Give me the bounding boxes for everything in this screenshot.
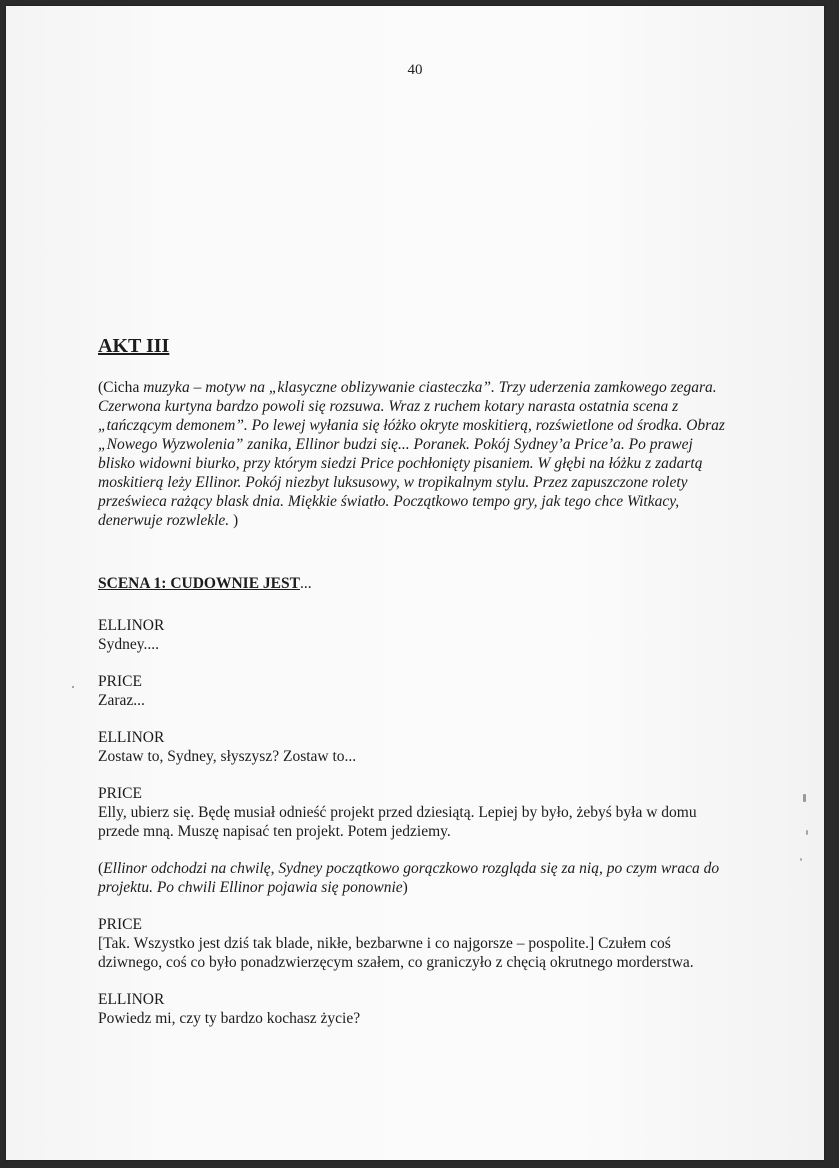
dialogue-block — [98, 915, 728, 972]
speaker-name: PRICE — [98, 673, 142, 690]
scan-speck — [803, 794, 806, 802]
scene-heading — [98, 574, 728, 593]
stage-direction-a: a — [132, 379, 144, 396]
speaker-name: ELLINOR — [98, 729, 165, 746]
dialogue-line: Zostaw to, Sydney, słyszysz? Zostaw to... — [98, 748, 357, 765]
dialogue-line: [Tak. Wszystko jest dziś tak blade, nikłe, bezbarwne i co najgorsze – pospolite.] Czułem coś dziwnego, coś co było ponadzwierzęcym szałem, co graniczyło z chęcią okrutnego morderstwa. — [98, 935, 694, 971]
inline-stage-direction — [98, 859, 728, 897]
scene-heading-title: SCENA 1: CUDOWNIE JEST — [98, 575, 300, 592]
stage-direction-close: ) — [229, 512, 239, 529]
inline-direction-open: ( — [98, 860, 104, 877]
scan-speck — [806, 830, 808, 835]
dialogue-block — [98, 672, 728, 710]
inline-direction-close: ) — [402, 879, 408, 896]
dialogue-line: Elly, ubierz się. Będę musiał odnieść projekt przed dziesiątą. Lepiej by było, żebyś była w domu przede mną. Muszę napisać ten projekt. Potem jedziemy. — [98, 804, 697, 840]
dialogue-line: Zaraz... — [98, 692, 145, 709]
dialogue-line: Powiedz mi, czy ty bardzo kochasz życie? — [98, 1010, 361, 1027]
stage-direction — [98, 378, 728, 530]
scene-heading-tail: ... — [299, 575, 312, 592]
dialogue-block — [98, 784, 728, 841]
speaker-name: PRICE — [98, 916, 142, 933]
speaker-name: PRICE — [98, 785, 142, 802]
scan-speck — [800, 858, 802, 861]
inline-direction-text: Ellinor odchodzi na chwilę, Sydney początkowo gorączkowo rozgląda się za nią, po czym wraca do projektu. Po chwili Ellinor pojawia się ponownie — [98, 860, 720, 896]
dialogue-block — [98, 728, 728, 766]
page-number: 40 — [407, 62, 423, 78]
act-title: AKT III — [98, 335, 170, 357]
dialogue-block — [98, 990, 728, 1028]
scan-speck — [72, 686, 74, 688]
dialogue-block — [98, 616, 728, 654]
stage-direction-body: muzyka – motyw na „klasyczne oblizywanie ciasteczka”. Trzy uderzenia zamkowego zegara. Czerwona kurtyna bardzo powoli się rozsuwa. Wraz z ruchem kotary narasta ostatnia scena z „tańczącym demonem”. Po lewej wyłania się łóżko okryte moskitierą, rozświetlone od środka. Obraz „Nowego Wyzwolenia” zanika, Ellinor budzi się... Poranek. Pokój Sydney’a Price’a. Po prawej blisko widowni biurko, przy którym siedzi Price pochłonięty pisaniem. W głębi na łóżku z zadartą moskitierą leży Ellinor. Pokój niezbyt luksusowy, w tropikalnym stylu. Przez zapuszczone rolety prześwieca rażący blask dnia. Miękkie światło. Początkowo tempo gry, jak tego chce Witkacy, denerwuje rozwlekle. — [98, 379, 725, 529]
page-content — [98, 334, 728, 1046]
dialogue-line: Sydney.... — [98, 636, 159, 653]
document-page — [6, 6, 824, 1160]
stage-direction-open: (Cich — [98, 379, 133, 396]
speaker-name: ELLINOR — [98, 991, 165, 1008]
speaker-name: ELLINOR — [98, 617, 165, 634]
